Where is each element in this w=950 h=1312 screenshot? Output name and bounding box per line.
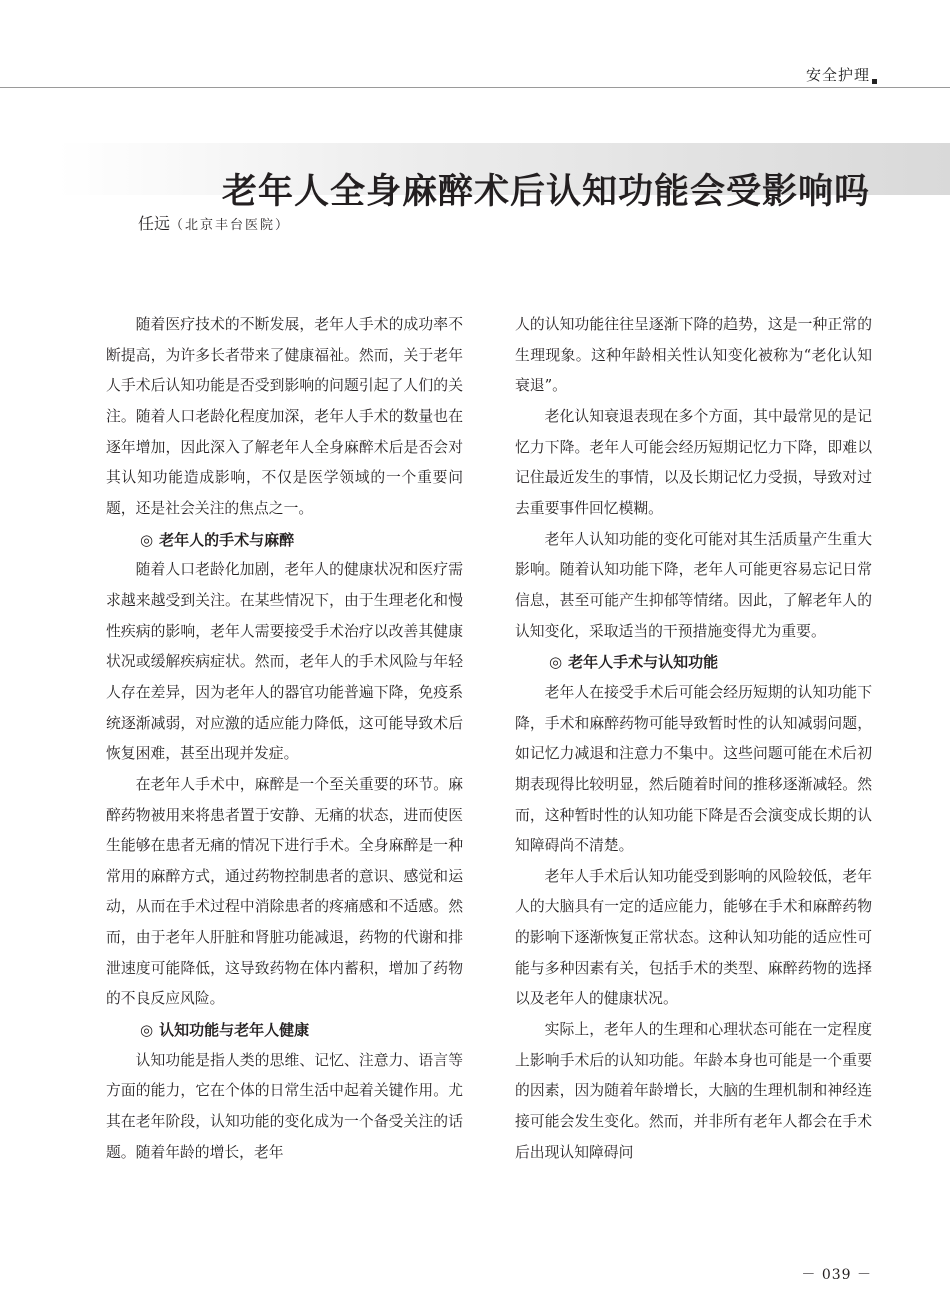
- byline: [138, 212, 290, 238]
- section-label: 安全护理: [805, 66, 870, 84]
- section-heading: [515, 647, 872, 678]
- right-column: [515, 310, 872, 1168]
- body-paragraph: 老化认知衰退表现在多个方面，其中最常见的是记忆力下降。老年人可能会经历短期记忆力下降，即难以记住最近发生的事情，以及长期记忆力受损，导致对过去重要事件回忆模糊。: [515, 407, 872, 517]
- section-heading-text: 老年人手术与认知功能: [568, 653, 719, 672]
- page-number: － 039 －: [801, 1267, 872, 1283]
- section-heading: [106, 1015, 463, 1046]
- body-paragraph: 实际上，老年人的生理和心理状态可能在一定程度上影响手术后的认知功能。年龄本身也可能是一个重要的因素，因为随着年龄增长，大脑的生理机制和神经连接可能会发生变化。然而，并非所有老年人都会在手术后出现认知障碍问: [515, 1021, 872, 1161]
- body-paragraph: 随着医疗技术的不断发展，老年人手术的成功率不断提高，为许多长者带来了健康福祉。然而，关于老年人手术后认知功能是否受到影响的问题引起了人们的关注。随着人口老龄化程度加深，老年人手术的数量也在逐年增加，因此深入了解老年人全身麻醉术后是否会对其认知功能造成影响，不仅是医学领域的一个重要问题，还是社会关注的焦点之一。: [106, 316, 463, 517]
- section-heading: [106, 525, 463, 556]
- body-paragraph: 认知功能是指人类的思维、记忆、注意力、语言等方面的能力，它在个体的日常生活中起着关键作用。尤其在老年阶段，认知功能的变化成为一个备受关注的话题。随着年龄的增长，老年: [106, 1051, 463, 1161]
- article-title: 老年人全身麻醉术后认知功能会受影响吗: [221, 171, 870, 213]
- header-divider: [0, 87, 950, 88]
- body-paragraph: 在老年人手术中，麻醉是一个至关重要的环节。麻醉药物被用来将患者置于安静、无痛的状态，进而使医生能够在患者无痛的情况下进行手术。全身麻醉是一种常用的麻醉方式，通过药物控制患者的意识、感觉和运动，从而在手术过程中消除患者的疼痛感和不适感。然而，由于老年人肝脏和肾脏功能减退，药物的代谢和排泄速度可能降低，这导致药物在体内蓄积，增加了药物的不良反应风险。: [106, 775, 463, 1008]
- section-heading-text: 老年人的手术与麻醉: [159, 530, 295, 549]
- body-paragraph-continued: 人的认知功能往往呈逐渐下降的趋势，这是一种正常的生理现象。这种年龄相关性认知变化被称为“老化认知衰退”。: [515, 316, 872, 395]
- heading-mark-icon: ◎: [140, 1021, 154, 1040]
- body-paragraph: 老年人认知功能的变化可能对其生活质量产生重大影响。随着认知功能下降，老年人可能更容易忘记日常信息，甚至可能产生抑郁等情绪。因此，了解老年人的认知变化，采取适当的干预措施变得尤为重要。: [515, 530, 872, 640]
- heading-mark-icon: ◎: [140, 530, 154, 549]
- body-paragraph: 随着人口老龄化加剧，老年人的健康状况和医疗需求越来越受到关注。在某些情况下，由于生理老化和慢性疾病的影响，老年人需要接受手术治疗以改善其健康状况或缓解疾病症状。然而，老年人的手术风险与年轻人存在差异，因为老年人的器官功能普遍下降，免疫系统逐渐减弱，对应激的适应能力降低，这可能导致术后恢复困难，甚至出现并发症。: [106, 561, 463, 763]
- author-affiliation: （北京丰台医院）: [170, 218, 291, 233]
- author-name: 任远: [138, 214, 171, 233]
- heading-mark-icon: ◎: [549, 653, 563, 672]
- left-column: [106, 310, 463, 1168]
- section-heading-text: 认知功能与老年人健康: [159, 1021, 310, 1040]
- body-paragraph: 老年人手术后认知功能受到影响的风险较低，老年人的大脑具有一定的适应能力，能够在手术和麻醉药物的影响下逐渐恢复正常状态。这种认知功能的适应性可能与多种因素有关，包括手术的类型、麻醉药物的选择以及老年人的健康状况。: [515, 867, 872, 1008]
- section-marker-square: [872, 79, 877, 84]
- body-paragraph: 老年人在接受手术后可能会经历短期的认知功能下降，手术和麻醉药物可能导致暂时性的认知减弱问题，如记忆力减退和注意力不集中。这些问题可能在术后初期表现得比较明显，然后随着时间的推移逐渐减轻。然而，这种暂时性的认知功能下降是否会演变成长期的认知障碍尚不清楚。: [515, 683, 872, 855]
